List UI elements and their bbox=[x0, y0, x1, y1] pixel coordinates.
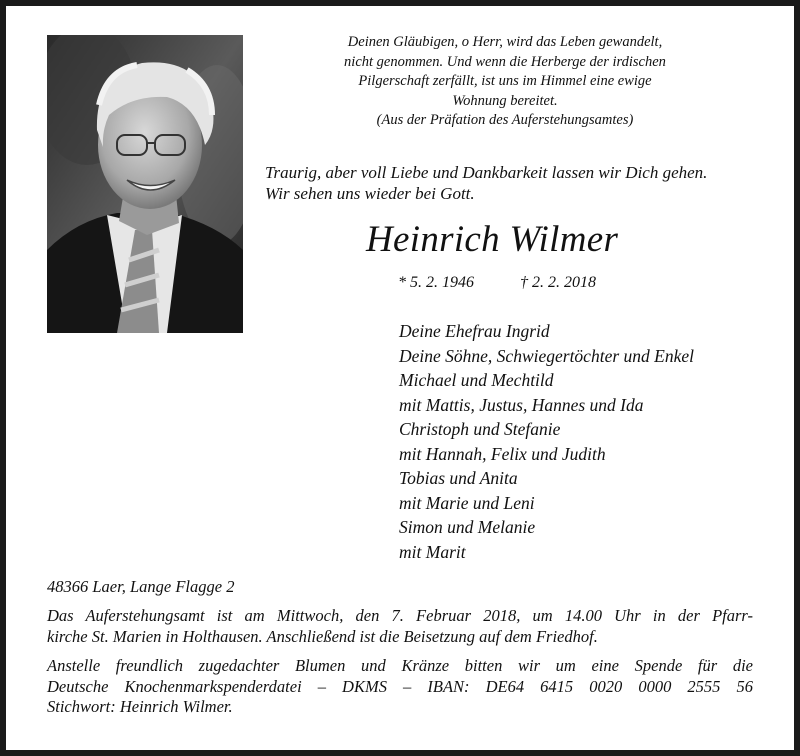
service-notice bbox=[47, 606, 753, 647]
quote-line: Wohnung bereitet. bbox=[452, 92, 558, 109]
birth-date: * 5. 2. 1946 bbox=[398, 274, 474, 291]
intro-line: Traurig, aber voll Liebe und Dankbarkeit lassen wir Dich gehen. bbox=[265, 163, 708, 182]
family-line: Deine Söhne, Schwiegertöchter und Enkel bbox=[399, 345, 694, 366]
family-line: mit Marit bbox=[399, 541, 466, 562]
scripture-quote bbox=[300, 33, 710, 131]
deceased-name: Heinrich Wilmer bbox=[366, 219, 619, 260]
life-dates bbox=[398, 273, 596, 293]
quote-line: Pilgerschaft zerfällt, ist uns im Himmel eine ewige bbox=[358, 73, 652, 90]
family-line: mit Hannah, Felix und Judith bbox=[399, 443, 606, 464]
family-line: Deine Ehefrau Ingrid bbox=[399, 321, 550, 341]
family-line: Simon und Melanie bbox=[399, 517, 536, 537]
donation-line: Anstelle freundlich zugedachter Blumen und Kränze bitten wir um eine Spende für die bbox=[47, 656, 753, 675]
family-line: Christoph und Stefanie bbox=[399, 419, 561, 439]
family-line: mit Marie und Leni bbox=[399, 492, 535, 513]
family-line: mit Mattis, Justus, Hannes und Ida bbox=[399, 394, 644, 415]
family-address: 48366 Laer, Lange Flagge 2 bbox=[47, 577, 235, 596]
family-line: Tobias und Anita bbox=[399, 468, 518, 488]
family-line: Michael und Mechtild bbox=[399, 370, 554, 390]
quote-source: (Aus der Präfation des Auferstehungsamtes) bbox=[376, 112, 634, 129]
service-line: kirche St. Marien in Holthausen. Anschließend ist die Beisetzung auf dem Friedhof. bbox=[47, 626, 598, 646]
donation-line: Stichwort: Heinrich Wilmer. bbox=[47, 697, 233, 716]
family-list bbox=[399, 319, 789, 564]
quote-line: Deinen Gläubigen, o Herr, wird das Leben gewandelt, bbox=[347, 34, 663, 50]
intro-line: Wir sehen uns wieder bei Gott. bbox=[265, 184, 475, 203]
donation-line: Deutsche Knochenmarkspenderdatei – DKMS – IBAN: DE64 6415 0020 0000 2555 56 bbox=[47, 676, 753, 696]
donation-notice bbox=[47, 656, 753, 718]
service-line: Das Auferstehungsamt ist am Mittwoch, den 7. Februar 2018, um 14.00 Uhr in der Pfarr- bbox=[47, 606, 753, 625]
quote-line: nicht genommen. Und wenn die Herberge der irdischen bbox=[344, 53, 666, 70]
intro-text bbox=[265, 162, 785, 204]
death-date: † 2. 2. 2018 bbox=[520, 274, 596, 291]
portrait-photo bbox=[47, 35, 243, 333]
